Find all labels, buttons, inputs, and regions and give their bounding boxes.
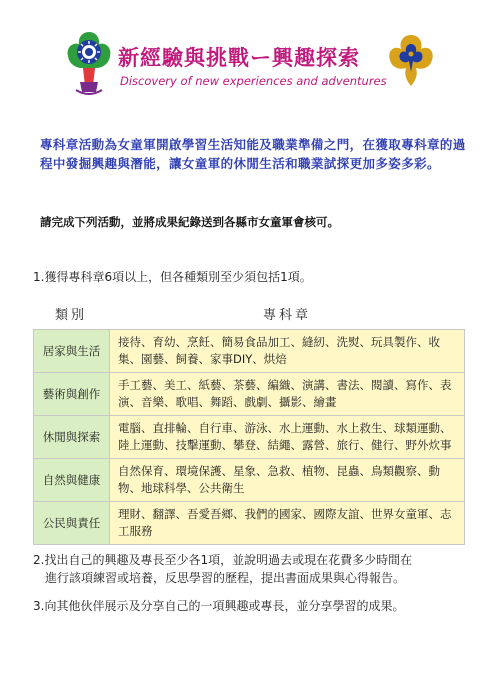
category-cell: 居家與生活 <box>34 330 110 372</box>
requirement-2-line-2: 進行該項練習或培養，反思學習的歷程，提出書面成果與心得報告。 <box>45 571 406 585</box>
table-row <box>34 458 464 501</box>
badges-cell: 手工藝、美工、紙藝、茶藝、編織、演講、書法、閱讀、寫作、表演、音樂、歌唱、舞蹈、戲劇、攝影、繪畫 <box>110 373 464 415</box>
intro-paragraph: 專科章活動為女童軍開啟學習生活知能及職業準備之門，在獲取專科章的過程中發掘興趣與潛能，讓女童軍的休閒生活和職業試探更加多姿多彩。 <box>40 137 466 171</box>
header-badges: 專科章 <box>262 308 311 323</box>
header-category: 類別 <box>54 308 87 323</box>
badges-cell: 電腦、直排輪、自行車、游泳、水上運動、水上救生、球類運動、陸上運動、技擊運動、攀登、結繩、露營、旅行、健行、野外炊事 <box>110 416 464 458</box>
table-row <box>34 415 464 458</box>
table-body <box>33 329 465 545</box>
badges-cell: 接待、育幼、烹飪、簡易食品加工、縫紉、洗熨、玩具製作、收集、園藝、飼養、家事DIY、烘焙 <box>110 330 464 372</box>
page-header <box>0 20 495 100</box>
badges-cell: 理財、翻譯、吾愛吾鄉、我們的國家、國際友誼、世界女童軍、志工服務 <box>110 502 464 544</box>
requirement-2-line-1: 2.找出自己的興趣及專長至少各1項，並說明過去或現在花費多少時間在 <box>33 553 413 567</box>
badge-category-table <box>33 303 465 545</box>
category-cell: 公民與責任 <box>34 502 110 544</box>
table-row <box>34 330 464 372</box>
page-title: 新經驗與挑戰ー興趣探索 <box>118 46 360 70</box>
category-cell: 休閒與探索 <box>34 416 110 458</box>
page-subtitle: Discovery of new experiences and adventures <box>120 74 387 88</box>
badges-cell: 自然保育、環境保護、星象、急救、植物、昆蟲、鳥類觀察、動物、地球科學、公共衛生 <box>110 459 464 501</box>
category-cell: 藝術與創作 <box>34 373 110 415</box>
requirement-2 <box>33 551 473 587</box>
table-row <box>34 372 464 415</box>
submission-notice: 請完成下列活動，並將成果紀錄送到各縣市女童軍會核可。 <box>40 215 339 229</box>
table-row <box>34 501 464 544</box>
table-header <box>33 303 465 329</box>
category-cell: 自然與健康 <box>34 459 110 501</box>
taiwan-girl-guides-emblem-icon <box>66 28 112 96</box>
requirement-3: 3.向其他伙伴展示及分享自己的一項興趣或專長，並分享學習的成果。 <box>33 599 405 613</box>
requirement-1: 1.獲得專科章6項以上，但各種類別至少須包括1項。 <box>33 270 312 284</box>
wagggs-trefoil-icon <box>388 32 434 90</box>
